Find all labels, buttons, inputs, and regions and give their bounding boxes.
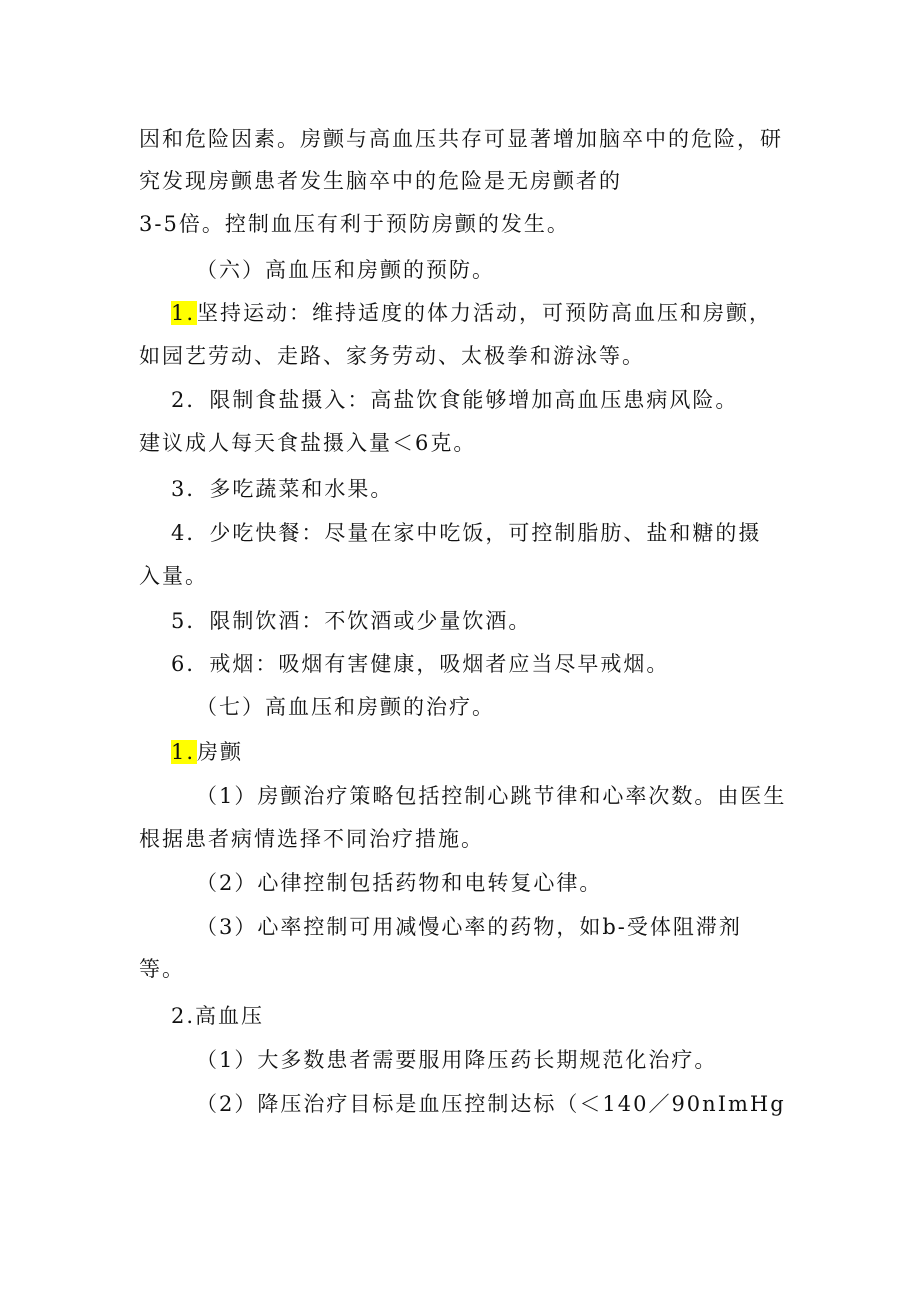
paragraph-line: 3-5倍。控制血压有利于预防房颤的发生。 [139,212,570,236]
list-item: 2．限制食盐摄入：高盐饮食能够增加高血压患病风险。 [171,388,739,412]
paragraph-line: 入量。 [139,564,208,588]
paragraph-line: 建议成人每天食盐摄入量＜6克。 [139,431,477,455]
paragraph-line: 如园艺劳动、走路、家务劳动、太极拳和游泳等。 [139,344,645,368]
list-item: （1）大多数患者需要服用降压药长期规范化治疗。 [196,1048,718,1072]
list-item: （2）降压治疗目标是血压控制达标（＜140／90nImHg [196,1092,786,1116]
list-item: 6．戒烟：吸烟有害健康，吸烟者应当尽早戒烟。 [171,652,670,676]
paragraph-line: 等。 [139,957,185,981]
list-item-text: 房颤 [197,740,244,764]
list-item: 2.高血压 [171,1004,265,1028]
paragraph-line: 根据患者病情选择不同治疗措施。 [139,827,484,851]
list-item: （1）房颤治疗策略包括控制心跳节律和心率次数。由医生 [196,784,787,808]
list-item [171,737,243,767]
list-item: 3．多吃蔬菜和水果。 [171,477,394,501]
highlighted-marker: 1. [171,740,196,764]
section-heading: （六）高血压和房颤的预防。 [196,258,495,282]
list-item: （2）心律控制包括药物和电转复心律。 [196,871,603,895]
paragraph-line: 究发现房颤患者发生脑卒中的危险是无房颤者的 [139,169,622,193]
highlighted-marker: 1. [171,301,196,325]
list-item: （3）心率控制可用减慢心率的药物，如b-受体阻滞剂 [196,915,742,939]
list-item [171,298,772,328]
list-item-text: 坚持运动：维持适度的体力活动，可预防高血压和房颤， [197,301,773,325]
section-heading: （七）高血压和房颤的治疗。 [196,695,495,719]
list-item: 5．限制饮酒：不饮酒或少量饮酒。 [171,609,532,633]
paragraph-line: 因和危险因素。房颤与高血压共存可显著增加脑卒中的危险，研 [139,127,783,151]
list-item: 4．少吃快餐：尽量在家中吃饭，可控制脂肪、盐和糖的摄 [171,521,762,545]
